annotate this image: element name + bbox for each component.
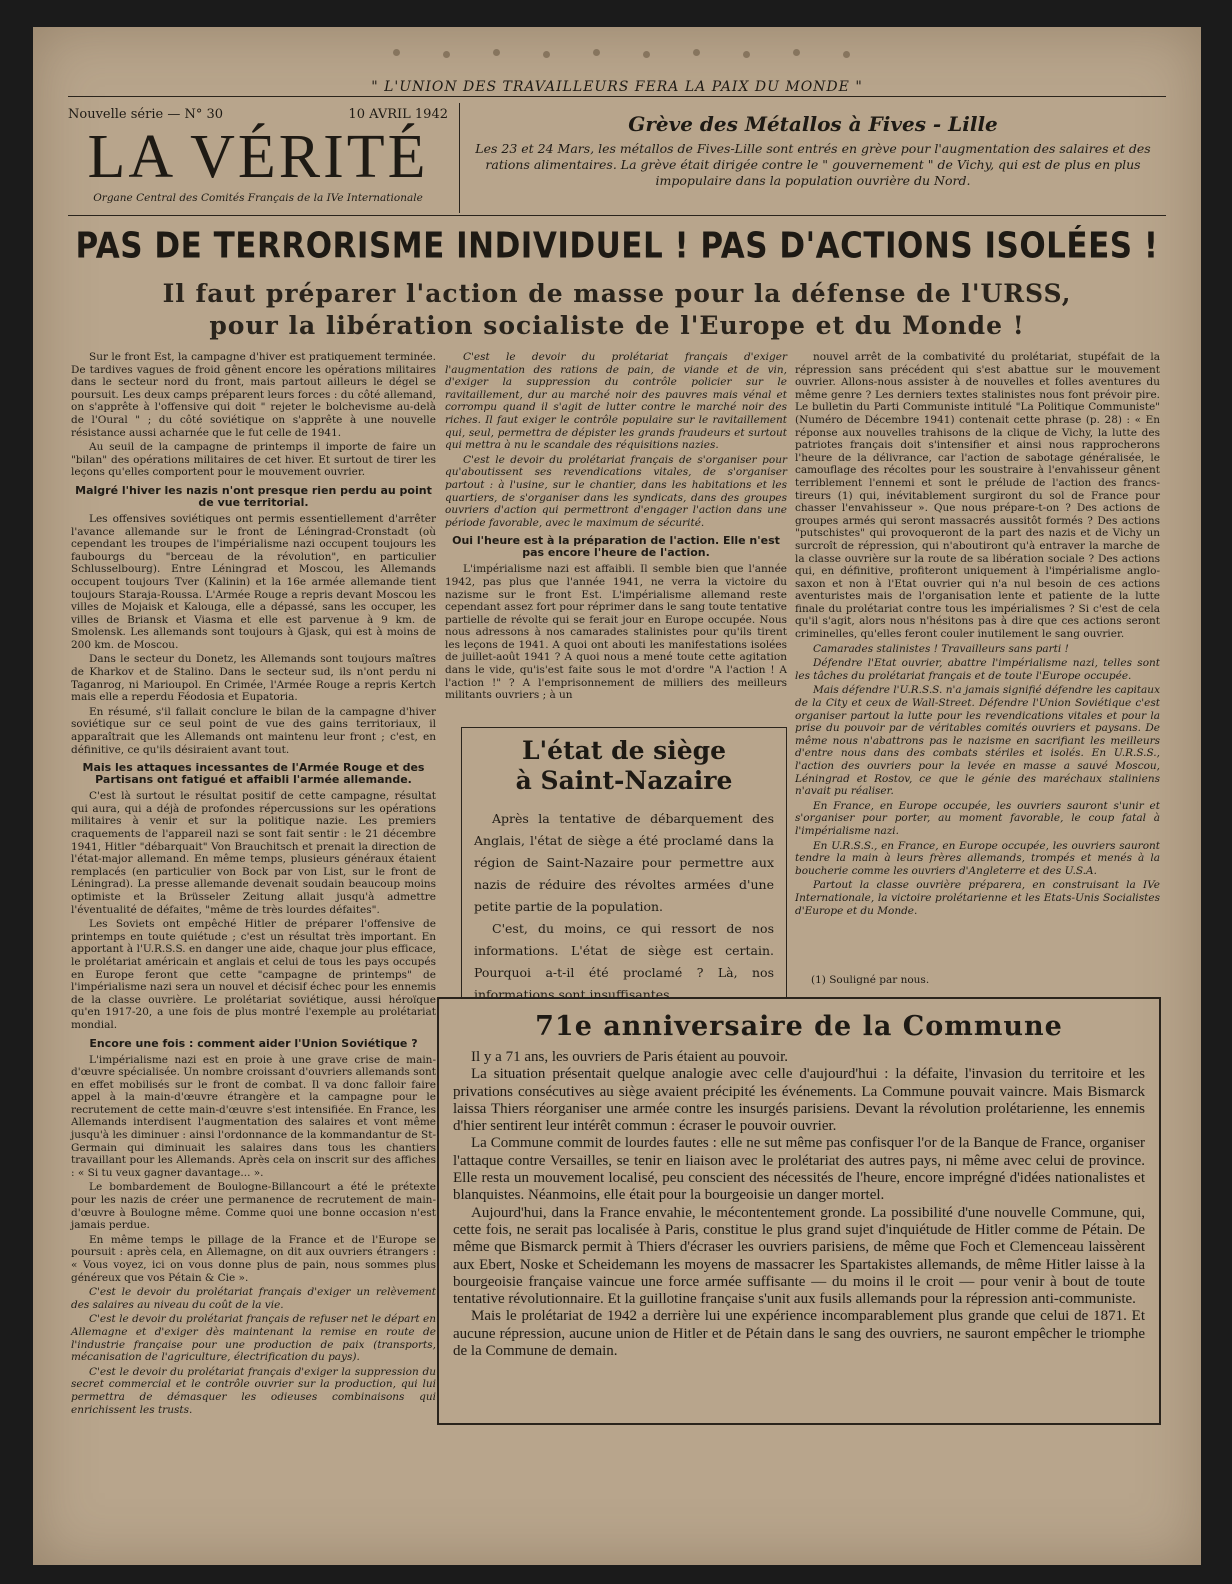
paragraph: Le bombardement de Boulogne-Billancourt a été le prétexte pour les nazis de créer une permanence de recrutement de main-d'œuvre à Boulogne même. Comme quoi une bonne occasion n'est jamais perdue. bbox=[71, 1181, 436, 1232]
paragraph: Défendre l'Etat ouvrier, abattre l'impérialisme nazi, telles sont les tâches du prolétariat français et de toute l'Europe occupée. bbox=[795, 657, 1160, 682]
footnote: (1) Souligné par nous. bbox=[811, 974, 930, 986]
siege-title bbox=[474, 736, 774, 796]
paragraph: En résumé, s'il fallait conclure le bilan de la campagne d'hiver soviétique sur ce seul point de vue des gains territoriaux, il apparaîtrait que les Allemands ont maintenu leur front ; c'est, en définitive, ce qu'ils désiraient avant tout. bbox=[71, 705, 436, 756]
paragraph: Au seuil de la campagne de printemps il importe de faire un "bilan" des opérations militaires de cet hiver. Et surtout de tirer les leçons qu'elles comportent pour le mouvement ouvrier. bbox=[71, 441, 436, 479]
paragraph: En U.R.S.S., en France, en Europe occupée, les ouvriers sauront tendre la main à leurs frères allemands, trompés et menés à la boucherie comme les ouvriers d'Angleterre et des U.S.A. bbox=[795, 839, 1160, 877]
article-column-3 bbox=[795, 351, 1160, 919]
section-heading: Mais les attaques incessantes de l'Armée Rouge et des Partisans ont fatigué et affaibli l'armée allemande. bbox=[82, 761, 425, 787]
paragraph: nouvel arrêt de la combativité du prolétariat, stupéfait de la répression sans précédent qui s'est abattue sur le mouvement ouvrier. Allons-nous assister à de nouvelles et folles aventures du même genre ? Les derniers textes stalinistes nous font prévoir pire. Le bulletin du Parti Communiste intitulé "La Politique Communiste" (Numéro de Décembre 1941) contenait cette phrase (p. 28) : « En réponse aux nouvelles trahisons de la clique de Vichy, la lutte des patriotes français doit s'intensifier et ainsi nous rapprocherons l'heure de la délivrance, car l'action de sabotage généralisée, le camouflage des récoltes pour les soustraire à l'envahisseur gênent terriblement l'ennemi et sont le prélude de l'action des francs-tireurs (1) qui, inévitablement surgiront du sol de France pour chasser l'envahisseur ». Que nous prépare-t-on ? Des actions de groupes armés qui seront massacrés aussitôt formés ? Des actions "putschistes" qui provoqueront de la part des nazis et de Vichy un surcroît de répression, qui n'aboutiront qu'à entraver la marche de la classe ouvrière sur la route de sa libération sociale ? Des actions qui, en définitive, profiteront uniquement à l'impérialisme anglo-saxon et non à l'Etat ouvrier qui n'a nul besoin de ces actions aventuristes mais de l'organisation lente et patiente de la lutte finale du prolétariat contre tous les impérialismes ? Si c'est de cela qu'il s'agit, alors nous n'hésitons pas à dire que ces actions seront criminelles, qu'elles feront couler inutilement le sang ouvrier. bbox=[795, 351, 1160, 641]
section-heading: Malgré l'hiver les nazis n'ont presque rien perdu au point de vue territorial. bbox=[75, 483, 432, 509]
article-column-1 bbox=[71, 351, 436, 1418]
motto: " L'UNION DES TRAVAILLEURS FERA LA PAIX DU MONDE " bbox=[371, 79, 863, 95]
subheadline-1: Il faut préparer l'action de masse pour la défense de l'URSS, bbox=[162, 279, 1072, 308]
paragraph: L'impérialisme nazi est en proie à une grave crise de main-d'œuvre spécialisée. Un nombre croissant d'ouvriers allemands sont en effet mobilisés sur le front de combat. Il va donc falloir faire appel à la main-d'œuvre étrangère et la campagne pour le recrutement de cette main-d'œuvre s'est intensifiée. En France, les Allemands interdisent l'augmentation des salaires et vont même jusqu'à les diminuer : ainsi l'ordonnance de la kommandantur de St-Germain qui diminuait les salaires dans tous les chantiers travaillant pour les Allemands. Après cela on inscrit sur des affiches : « Si tu veux gagner davantage... ». bbox=[71, 1053, 436, 1179]
masthead-divider bbox=[459, 103, 460, 213]
paragraph: C'est là surtout le résultat positif de cette campagne, résultat qui aura, qui a déjà de profondes répercussions sur les opérations militaires à venir et sur la politique nazie. Les premiers craquements de l'appareil nazi se sont fait sentir : le 21 décembre 1941, Hitler "débarquait" Von Brauchitsch et prenait la direction de l'état-major allemand. En même temps, plusieurs généraux étaient remplacés (en particulier von Bock par von List, sur le front de Léningrad). La presse allemande devenait soudain beaucoup moins optimiste et la Brüsseler Zeitung allait jusqu'à admettre l'éventualité de défaites, "même de très lourdes défaites". bbox=[71, 790, 436, 916]
paragraph: C'est, du moins, ce qui ressort de nos informations. L'état de siège est certain. Pourquoi a-t-il été proclamé ? Là, nos informations sont insuffisantes. bbox=[474, 921, 774, 1002]
paragraph: Aujourd'hui, dans la France envahie, le mécontentement gronde. La possibilité d'une nouvelle Commune, qui, cette fois, ne serait pas localisée à Paris, constitue le plus grand sujet d'inquiétude de Hitler comme de Pétain. De même que Bismarck permit à Thiers d'écraser les ouvriers parisiens, de même que Foch et Clemenceau laissèrent aux Ebert, Noske et Scheidemann les moyens de massacrer les Spartakistes allemands, de même Hitler laisse à la bourgeoisie française vaincue une force armée suffisante — du moins il le croit — pour venir à bout de toute tentative révolutionnaire. Et la guillotine française s'unit aux fusils allemands pour la répression anti-communiste. bbox=[453, 1204, 1145, 1308]
motto-rule bbox=[68, 96, 1166, 97]
subheadline-2: pour la libération socialiste de l'Europe et du Monde ! bbox=[209, 311, 1025, 340]
paragraph: Partout la classe ouvrière préparera, en construisant la IVe Internationale, la victoire prolétarienne et les Etats-Unis Socialistes d'Europe et du Monde. bbox=[795, 879, 1160, 917]
paragraph: C'est le devoir du prolétariat français d'exiger la suppression du secret commercial et le contrôle ouvrier sur la production, qui lui permettra de démasquer les odieuses combinaisons qui enrichissent les trusts. bbox=[71, 1365, 436, 1416]
paragraph: Les Soviets ont empêché Hitler de préparer l'offensive de printemps en toute quiétude ; c'est un résultat très important. En apportant à l'U.R.S.S. en danger une aide, chaque jour plus efficace, le prolétariat américain et anglais et celui de tous les pays occupés en Europe feront que cette "campagne de printemps" de l'impérialisme nazi sera un nouvel et décisif échec pour les ennemis de la classe ouvrière. Le prolétariat soviétique, aussi héroïque qu'en 1917-20, a une fois de plus montré l'exemple au prolétariat mondial. bbox=[71, 918, 436, 1031]
paragraph: Les offensives soviétiques ont permis essentiellement d'arrêter l'avance allemande sur le front de Léningrad-Cronstadt (où cependant les troupes de l'impérialisme nazi occupent toujours les faubourgs du "berceau de la révolution", en particulier Schlusselbourg). Entre Léningrad et Moscou, les Allemands occupent toujours Tver (Kalinin) et la 16e armée allemande tient toujours Staraja-Roussa. L'Armée Rouge a repris devant Moscou les villes de Mojaisk et Kalouga, elle a dépassé, sans les occuper, les villes de Briansk et Viasma et elle est parvenue à 9 km. de Smolensk. Les allemands sont toujours à Gjask, qui est à moins de 200 km. de Moscou. bbox=[71, 512, 436, 651]
section-heading: Oui l'heure est à la préparation de l'action. Elle n'est pas encore l'heure de l'action. bbox=[452, 534, 780, 560]
issue-date: 10 AVRIL 1942 bbox=[348, 107, 448, 122]
commune-body bbox=[453, 1049, 1145, 1360]
paragraph: C'est le devoir du prolétariat français de s'organiser pour qu'aboutissent ses revendications vitales, de s'organiser partout : à l'usine, sur le chantier, dans les habitations et les quartiers, de s'organiser dans les syndicats, dans des groupes ouvriers d'action qui permettront d'engager l'action dans une période favorable, avec le maximum de sécurité. bbox=[445, 453, 787, 529]
siege-box bbox=[461, 727, 787, 1002]
header-rule bbox=[68, 215, 1166, 216]
newspaper-page bbox=[33, 27, 1201, 1565]
article-column-2 bbox=[445, 351, 787, 704]
paragraph: En France, en Europe occupée, les ouvriers sauront s'unir et s'organiser pour porter, au moment favorable, le coup fatal à l'impérialisme nazi. bbox=[795, 799, 1160, 837]
paragraph: Après la tentative de débarquement des Anglais, l'état de siège a été proclamé dans la région de Saint-Nazaire pour permettre aux nazis de réduire des révoltes armées d'une petite partie de la population. bbox=[474, 811, 774, 914]
paragraph: La situation présentait quelque analogie avec celle d'aujourd'hui : la défaite, l'invasion du territoire et les privations consécutives au siège avaient précipité les événements. La Commune pouvait vaincre. Mais Bismarck laissa Thiers réorganiser une armée contre les insurgés parisiens. Devant la révolution prolétarienne, les ennemis d'hier sentirent leur intérêt commun : écraser le pouvoir ouvrier. bbox=[453, 1066, 1145, 1135]
paragraph: C'est le devoir du prolétariat français d'exiger l'augmentation des rations de pain, de viande et de vin, d'exiger la suppression du contrôle policier sur le ravitaillement, dur au marché noir des pauvres mais vénal et corrompu quand il s'agit de lutter contre le marché noir des riches. Il faut exiger le contrôle populaire sur le ravitaillement qui, seul, permettra de dépister les grands fraudeurs et surtout qui mettra à nu le scandale des réquisitions nazies. bbox=[445, 351, 787, 452]
paragraph: Dans le secteur du Donetz, les Allemands sont toujours maîtres de Kharkov et de Stalino. Dans le secteur sud, ils n'ont perdu ni Taganrog, ni Marioupol. En Crimée, l'Armée Rouge a repris Kertch mais elle a reperdu Féodosia et Eupatoria. bbox=[71, 653, 436, 704]
paper-title: LA VÉRITÉ bbox=[87, 123, 429, 191]
strike-title: Grève des Métallos à Fives - Lille bbox=[628, 112, 998, 136]
paragraph: Mais défendre l'U.R.S.S. n'a jamais signifié défendre les capitaux de la City et ceux de Wall-Street. Défendre l'Union Soviétique c'est organiser partout la lutte pour les revendications vitales et pour la prise du pouvoir par de véritables comités ouvriers et paysans. De même nous n'abattrons pas le nazisme en sacrifiant les meilleurs d'entre nous dans des combats stériles et isolés. En U.R.S.S., l'action des ouvriers pour la levée en masse a sauvé Moscou, Léningrad et Rostov, ce que le génie des maréchaux staliniens n'avait pu réaliser. bbox=[795, 684, 1160, 798]
paragraph: Sur le front Est, la campagne d'hiver est pratiquement terminée. De tardives vagues de froid gênent encore les opérations militaires dans le secteur nord du front, mais partout ailleurs le dégel se poursuit. Les deux camps préparent leurs forces : du côté allemand, on s'apprête à l'offensive qui doit " rejeter le bolchevisme au-delà de l'Oural " ; du côté soviétique on s'apprête à une nouvelle résistance aussi acharnée que le fut celle de 1941. bbox=[71, 351, 436, 439]
main-headline: PAS DE TERRORISME INDIVIDUEL ! PAS D'ACTIONS ISOLÉES ! bbox=[75, 225, 1159, 267]
paragraph: C'est le devoir du prolétariat français de refuser net le départ en Allemagne et d'exiger dès maintenant la remise en route de l'industrie française pour une production de paix (transports, mécanisation de l'agriculture, électrification du pays). bbox=[71, 1313, 436, 1364]
paragraph: C'est le devoir du prolétariat français d'exiger un relèvement des salaires au niveau du coût de la vie. bbox=[71, 1286, 436, 1311]
siege-body bbox=[474, 808, 774, 1006]
paragraph: Il y a 71 ans, les ouvriers de Paris étaient au pouvoir. bbox=[471, 1049, 789, 1065]
siege-title-line-1: L'état de siège bbox=[521, 736, 727, 765]
strike-body: Les 23 et 24 Mars, les métallos de Fives-Lille sont entrés en grève pour l'augmentation des salaires et des rations alimentaires. La grève était dirigée contre le " gouvernement " de Vichy, qui est de plus en plus impopulaire dans la population ouvrière du Nord. bbox=[475, 141, 1151, 188]
commune-box bbox=[437, 997, 1161, 1425]
paragraph: L'impérialisme nazi est affaibli. Il semble bien que l'année 1942, pas plus que l'année 1941, ne verra la victoire du nazisme sur le front Est. L'impérialisme allemand reste cependant assez fort pour réprimer dans le sang toute tentative partielle de révolte qui se ferait jour en Europe occupée. Nous nous adressons à nos camarades stalinistes pour qu'ils tirent les leçons de 1941. A quoi ont abouti les manifestations isolées de juillet-août 1941 ? A quoi nous a mené toute cette agitation dans le vide, qu'is'est faite sous le mot d'ordre "A l'action ! A l'action !" ? A l'emprisonnement de milliers des meilleurs militants ouvriers ; à un bbox=[445, 563, 787, 702]
issue-number: Nouvelle série — N° 30 bbox=[68, 107, 223, 122]
paragraph: La Commune commit de lourdes fautes : elle ne sut même pas confisquer l'or de la Banque de France, organiser l'attaque contre Versailles, se tenir en liaison avec le prolétariat des autres pays, ni même avec celui de province. Elle resta un mouvement localisé, peu conscient des nécessités de l'heure, encore imprégné d'idées nationalistes et blanquistes. Néanmoins, elle était pour la bourgeoisie un danger mortel. bbox=[453, 1135, 1145, 1204]
organ-subtitle: Organe Central des Comités Français de la IVe Internationale bbox=[93, 192, 423, 204]
masthead bbox=[68, 102, 448, 207]
paragraph: Camarades stalinistes ! Travailleurs sans parti ! bbox=[813, 642, 1069, 655]
paragraph: En même temps le pillage de la France et de l'Europe se poursuit : après cela, en Allemagne, on dit aux ouvriers étrangers : « Vous voyez, ici on vous donne plus de pain, nous sommes plus généreux que vos Pétain & Cie ». bbox=[71, 1233, 436, 1284]
siege-title-line-2: à Saint-Nazaire bbox=[515, 766, 733, 795]
section-heading: Encore une fois : comment aider l'Union Soviétique ? bbox=[89, 1036, 418, 1050]
paragraph: Mais le prolétariat de 1942 a derrière lui une expérience incomparablement plus grande que celui de 1871. Et aucune répression, aucune union de Hitler et de Pétain dans le sang des ouvriers, ne sauront empêcher le triomphe de la Commune de demain. bbox=[453, 1308, 1145, 1360]
commune-title: 71e anniversaire de la Commune bbox=[535, 1011, 1063, 1042]
